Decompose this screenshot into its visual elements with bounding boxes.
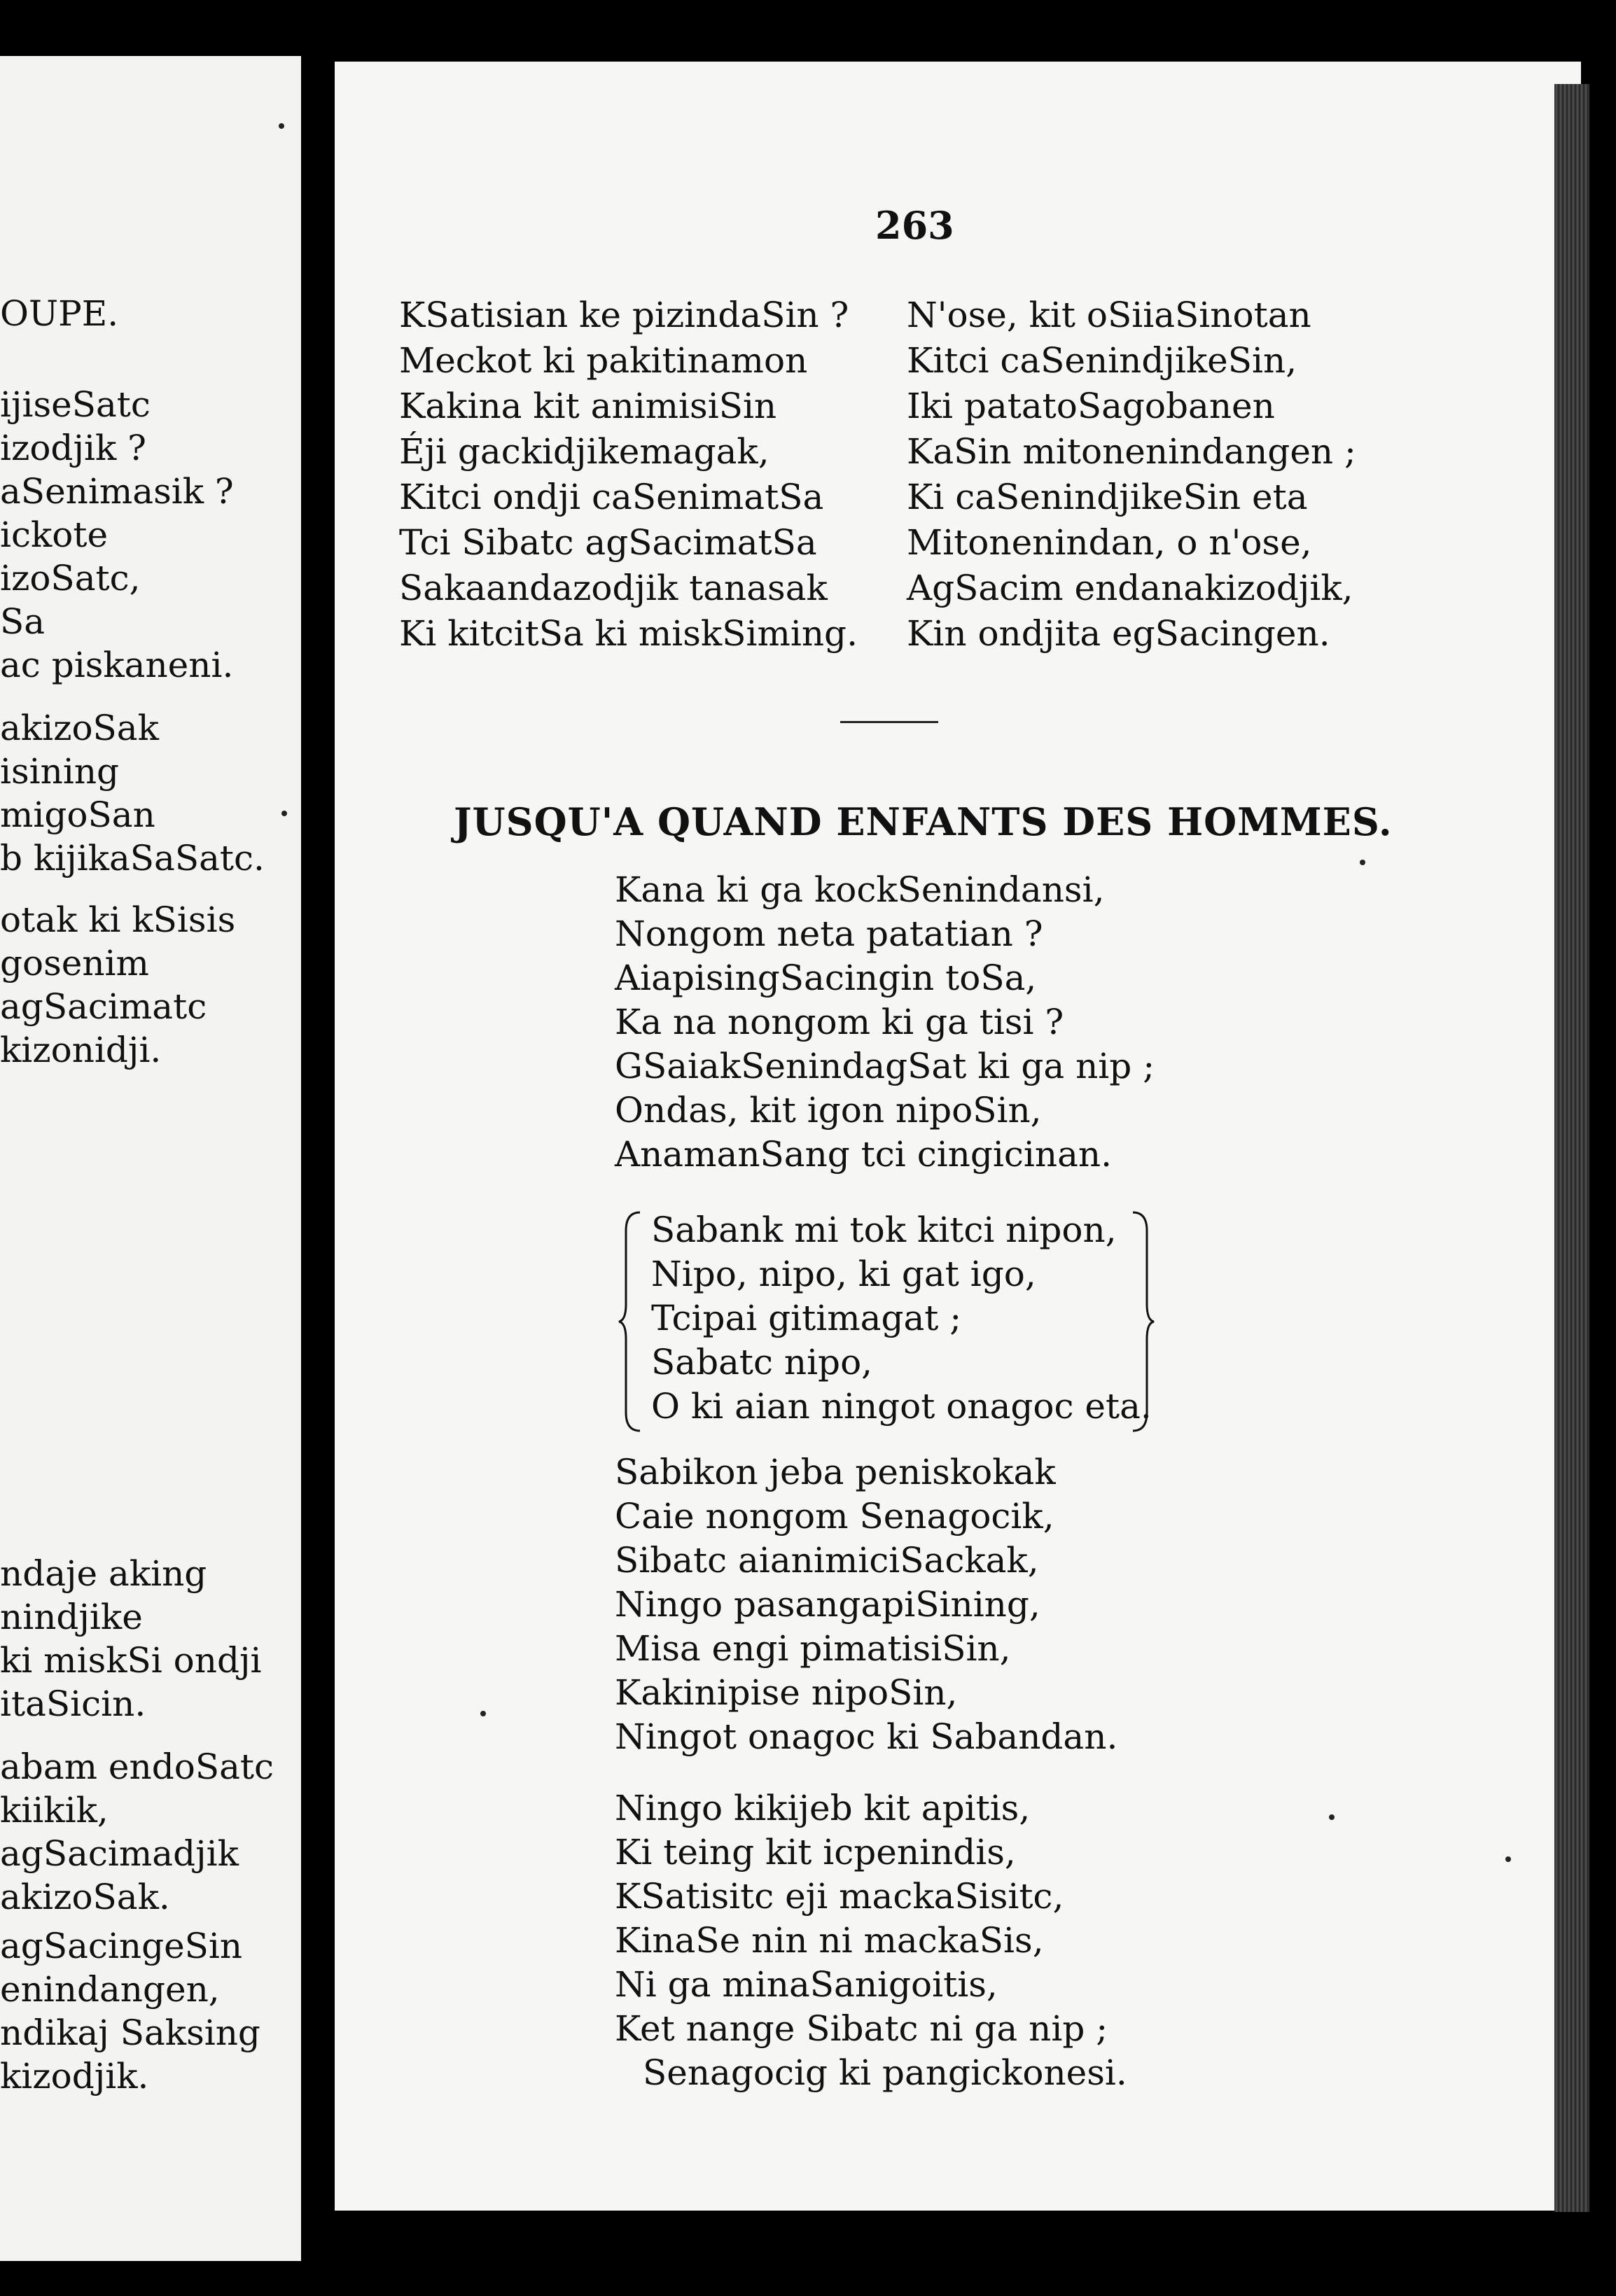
verse-line: Nongom neta patatian ? bbox=[615, 913, 1043, 954]
left-line: OUPE. bbox=[0, 293, 119, 334]
stanza-3 bbox=[615, 1786, 1127, 2095]
refrain bbox=[651, 1208, 1152, 1429]
verse-line: Ki teing kit icpenindis, bbox=[615, 1832, 1016, 1872]
verse-line: Kin ondjita egSacingen. bbox=[907, 613, 1330, 654]
verse-line: N'ose, kit oSiiaSinotan bbox=[907, 295, 1311, 335]
verse-line: Tcipai gitimagat ; bbox=[651, 1298, 962, 1338]
verse-line: Éji gackidjikemagak, bbox=[399, 431, 769, 472]
ink-speck bbox=[281, 811, 287, 816]
left-line: izoSatc, bbox=[0, 558, 141, 598]
verse-line: Meckot ki pakitinamon bbox=[399, 340, 808, 381]
left-line: kiikik, bbox=[0, 1790, 109, 1830]
verse-line: KaSin mitonenindangen ; bbox=[907, 431, 1356, 472]
verse-line: Kana ki ga kockSenindansi, bbox=[615, 869, 1105, 910]
verse-line: Ni ga minaSanigoitis, bbox=[615, 1964, 998, 2005]
verse-line: Ningo kikijeb kit apitis, bbox=[615, 1788, 1031, 1828]
ink-speck bbox=[1329, 1814, 1335, 1820]
verse-line: Kakinipise nipoSin, bbox=[615, 1672, 958, 1713]
stanza-1 bbox=[615, 868, 1155, 1177]
verse-line: Ondas, kit igon nipoSin, bbox=[615, 1090, 1042, 1130]
left-line: isining bbox=[0, 751, 120, 792]
verse-line: Iki patatoSagobanen bbox=[907, 386, 1275, 426]
left-line: ndikaj Saksing bbox=[0, 2012, 260, 2053]
verse-line: Mitonenindan, o n'ose, bbox=[907, 522, 1312, 563]
left-line: agSacimadjik bbox=[0, 1833, 239, 1874]
left-line: Sa bbox=[0, 601, 46, 642]
verse-line: Misa engi pimatisiSin, bbox=[615, 1628, 1011, 1669]
left-line: gosenim bbox=[0, 943, 149, 983]
left-line: otak ki kSisis bbox=[0, 899, 236, 940]
hymn-title: JUSQU'A QUAND ENFANTS DES HOMMES. bbox=[454, 799, 1393, 844]
left-line: ac piskaneni. bbox=[0, 645, 234, 685]
verse-line: Tci Sibatc agSacimatSa bbox=[399, 522, 817, 563]
left-line: nindjike bbox=[0, 1597, 143, 1637]
verse-line: Ki kitcitSa ki miskSiming. bbox=[399, 613, 858, 654]
verse-line: Ka na nongom ki ga tisi ? bbox=[615, 1002, 1064, 1042]
left-line: akizoSak. bbox=[0, 1877, 170, 1917]
left-line: izodjik ? bbox=[0, 428, 146, 468]
ink-speck bbox=[1505, 1856, 1511, 1862]
left-line: akizoSak bbox=[0, 708, 159, 748]
page-edge bbox=[1554, 84, 1589, 2212]
verse-line: AgSacim endanakizodjik, bbox=[907, 568, 1353, 608]
page-number: 263 bbox=[875, 203, 954, 248]
left-brace bbox=[616, 1210, 644, 1434]
verse-line: Kakina kit animisiSin bbox=[399, 386, 777, 426]
left-line: b kijikaSaSatc. bbox=[0, 838, 265, 878]
ink-speck bbox=[1360, 860, 1365, 865]
verse-line: KSatisitc eji mackaSisitc, bbox=[615, 1876, 1064, 1917]
left-line: agSacingeSin bbox=[0, 1926, 243, 1966]
verse-column-left bbox=[399, 293, 858, 657]
ink-speck bbox=[480, 1711, 486, 1716]
left-line: itaSicin. bbox=[0, 1684, 146, 1724]
verse-line: Ningot onagoc ki Sabandan. bbox=[615, 1716, 1118, 1757]
left-page bbox=[0, 56, 301, 2261]
verse-line: AnamanSang tci cingicinan. bbox=[615, 1134, 1112, 1175]
verse-line: Sabikon jeba peniskokak bbox=[615, 1452, 1056, 1492]
verse-line: Kitci ondji caSenimatSa bbox=[399, 477, 824, 517]
left-line: agSacimatc bbox=[0, 986, 207, 1027]
verse-line: KinaSe nin ni mackaSis, bbox=[615, 1920, 1044, 1961]
left-line: ijiseSatc bbox=[0, 384, 151, 425]
verse-line: O ki aian ningot onagoc eta. bbox=[651, 1386, 1152, 1427]
verse-line: Kitci caSenindjikeSin, bbox=[907, 340, 1297, 381]
left-line: ndaje aking bbox=[0, 1553, 207, 1594]
left-line: aSenimasik ? bbox=[0, 471, 234, 512]
verse-line: Sabank mi tok kitci nipon, bbox=[651, 1210, 1117, 1250]
verse-line: Ki caSenindjikeSin eta bbox=[907, 477, 1308, 517]
verse-line: GSaiakSenindagSat ki ga nip ; bbox=[615, 1046, 1155, 1086]
verse-line: KSatisian ke pizindaSin ? bbox=[399, 295, 849, 335]
verse-line: Sakaandazodjik tanasak bbox=[399, 568, 828, 608]
left-line: enindangen, bbox=[0, 1969, 220, 2010]
verse-line: Ket nange Sibatc ni ga nip ; bbox=[615, 2008, 1108, 2049]
left-line: abam endoSatc bbox=[0, 1746, 274, 1787]
verse-line: Senagocig ki pangickonesi. bbox=[643, 2052, 1127, 2093]
verse-line: Ningo pasangapiSining, bbox=[615, 1584, 1040, 1625]
section-divider bbox=[840, 721, 938, 723]
left-line: ki miskSi ondji bbox=[0, 1640, 262, 1681]
left-line: ickote bbox=[0, 514, 109, 555]
verse-line: Caie nongom Senagocik, bbox=[615, 1496, 1054, 1536]
ink-speck bbox=[279, 123, 284, 129]
left-line: migoSan bbox=[0, 794, 155, 835]
verse-line: AiapisingSacingin toSa, bbox=[615, 958, 1037, 998]
verse-line: Sabatc nipo, bbox=[651, 1342, 873, 1382]
stanza-2 bbox=[615, 1450, 1117, 1759]
verse-line: Sibatc aianimiciSackak, bbox=[615, 1540, 1039, 1581]
left-line: kizodjik. bbox=[0, 2056, 149, 2096]
left-line: kizonidji. bbox=[0, 1030, 162, 1070]
right-brace bbox=[1129, 1210, 1157, 1434]
verse-column-right bbox=[907, 293, 1356, 657]
verse-line: Nipo, nipo, ki gat igo, bbox=[651, 1254, 1036, 1294]
